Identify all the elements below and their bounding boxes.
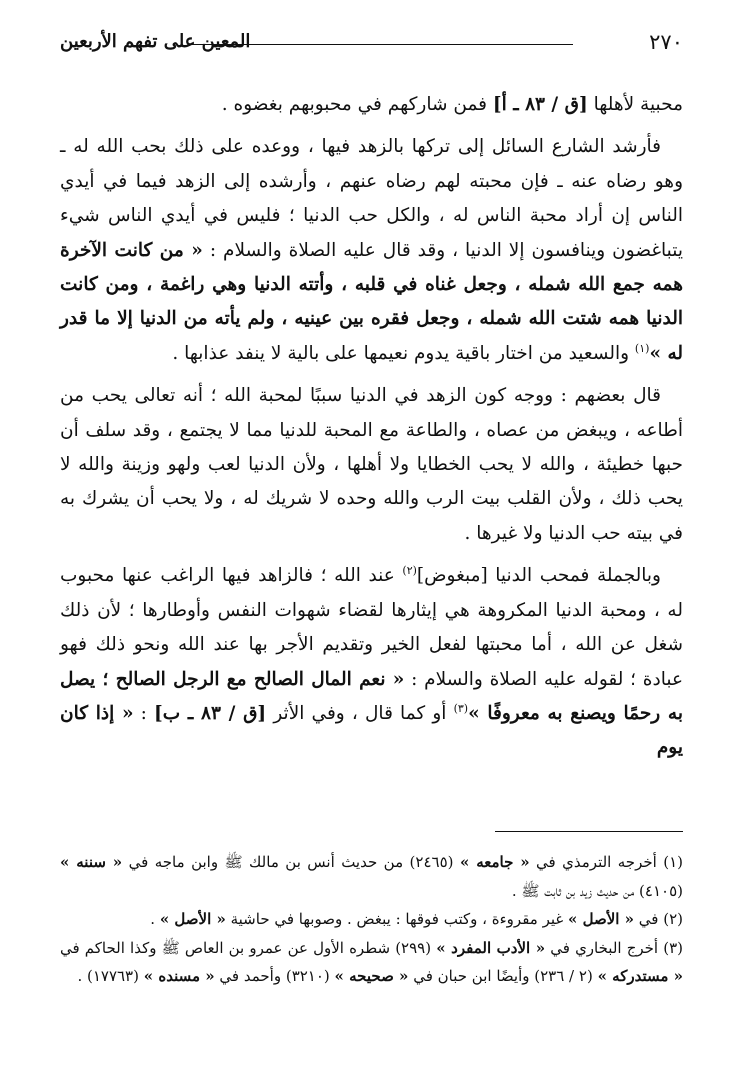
source-title: « مسنده » — [143, 967, 215, 985]
source-title: « سننه » — [60, 853, 123, 871]
source-title: « الأصل » — [159, 910, 226, 928]
running-title: المعين على تفهم الأربعين — [60, 31, 251, 52]
source-title: « جامعه » — [459, 853, 530, 871]
manuscript-folio-ref: [ق / ٨٣ ـ أ] — [492, 94, 588, 115]
text-segment: : — [133, 702, 155, 724]
text-segment: أو كما قال ، وفي الأثر — [266, 702, 454, 724]
text-segment: (٣٢١٠) وأحمد في — [214, 967, 335, 985]
text-segment: فأرشد الشارع السائل إلى تركها بالزهد فيها ، ووعده على ذلك بحب الله له ـ وهو رضاه عنه ـ فإن محبته لهم رضاه عنهم ، وأرشده إلى الزهد فيما في أيدي الناس إن أراد محبة الناس له ، والكل حب الدنيا ؛ فليس في أيدي الناس شيء يتباغضون وينافسون إلا الدنيا ، وقد قال عليه الصلاة والسلام : — [60, 136, 683, 261]
text-segment: . — [150, 910, 160, 928]
footnote-separator — [495, 831, 683, 832]
source-title: « مستدركه » — [597, 967, 683, 985]
text-segment: وبالجملة فمحب الدنيا [مبغوض] — [416, 565, 661, 587]
footnote-marker[interactable]: (١) — [634, 341, 650, 355]
text-segment: غير مقروءة ، وكتب فوقها : يبغض . وصوبها في حاشية — [225, 910, 568, 928]
footnote-2 — [60, 905, 683, 934]
hadith-quote: « نعم المال الصالح مع الرجل الصالح ؛ يصل به رحمًا ويصنع به معروفًا » — [60, 668, 683, 724]
footnote-marker[interactable]: (٢) — [402, 564, 417, 578]
footnote-3 — [60, 934, 683, 991]
page-number: ٢٧٠ — [649, 30, 683, 54]
paragraph-1 — [60, 88, 683, 122]
text-segment: فمن شاركهم في محبوبهم بغضوه . — [221, 94, 493, 115]
text-segment: (٢٤٦٥) من حديث أنس بن مالك ﷺ وابن ماجه في — [122, 853, 460, 871]
main-text — [60, 88, 683, 774]
footnotes — [60, 848, 683, 991]
hadith-quote: « من كانت الآخرة همه جمع الله شمله ، وجعل غناه في قلبه ، وأتته الدنيا وهي راغمة ، ومن كانت الدنيا همه شتت الله شمله ، وجعل فقره بين عينيه ، ولم يأته من الدنيا إلا ما قدر له » — [60, 239, 683, 364]
text-segment: محبية لأهلها — [587, 94, 683, 115]
text-segment: والسعيد من اختار باقية يدوم نعيمها على بالية لا ينفد عذابها . — [172, 342, 635, 364]
source-title: « صحيحه » — [334, 967, 409, 985]
text-segment: (٣) أخرج البخاري في — [545, 938, 683, 957]
source-title: « الأصل » — [568, 910, 635, 928]
source-title: « الأدب المفرد » — [436, 938, 546, 957]
footnote-marker[interactable]: (٣) — [453, 701, 469, 715]
hadith-quote: « إذا كان يوم — [60, 702, 683, 759]
text-segment: (٤١٠٥) من حديث زيد بن ثابت ﷺ . — [511, 881, 683, 900]
text-segment: (٢٩٩) شطره الأول عن عمرو بن العاص ﷺ وكذا الحاكم في — [60, 938, 437, 957]
paragraph-3 — [60, 379, 683, 551]
text-segment: عند الله ؛ فالزاهد فيها الراغب عنها محبوب له ، ومحبة الدنيا المكروهة هي إيثارها لقضاء شهوات النفس وأوطارها ؛ لأن ذلك شغل عن الله ، أما محبتها لفعل الخير وتقديم الأجر بها عند الله ونحو ذلك فهو عبادة ؛ لقوله عليه الصلاة والسلام : — [60, 565, 683, 690]
text-segment: (٢) في — [634, 910, 683, 928]
footnote-1 — [60, 848, 683, 905]
text-segment: (٢ / ٢٣٦) وأيضًا ابن حبان في — [408, 967, 598, 985]
paragraph-4 — [60, 559, 683, 765]
paragraph-2 — [60, 130, 683, 371]
text-segment: (١٧٧٦٣) . — [77, 967, 144, 985]
page-header — [60, 30, 683, 60]
text-segment: قال بعضهم : ووجه كون الزهد في الدنيا سببًا لمحبة الله ؛ أنه تعالى يحب من أطاعه ، ويبغض من عصاه ، والطاعة مع المحبة للدنيا مما لا يجتمع ، وقد سلف أن حبها خطيئة ، والله لا يحب الخطايا ولا أهلها ، ولأن الدنيا لعب ولهو وزينة والله لا يحب ذلك ، ولأن القلب بيت الرب والله وحده لا شريك له ، ولا يحب أن يشرك به في بيته حب الدنيا ولا غيرها . — [60, 385, 683, 544]
text-segment: (١) أخرجه الترمذي في — [529, 853, 683, 871]
manuscript-folio-ref: [ق / ٨٣ ـ ب] — [154, 702, 267, 724]
